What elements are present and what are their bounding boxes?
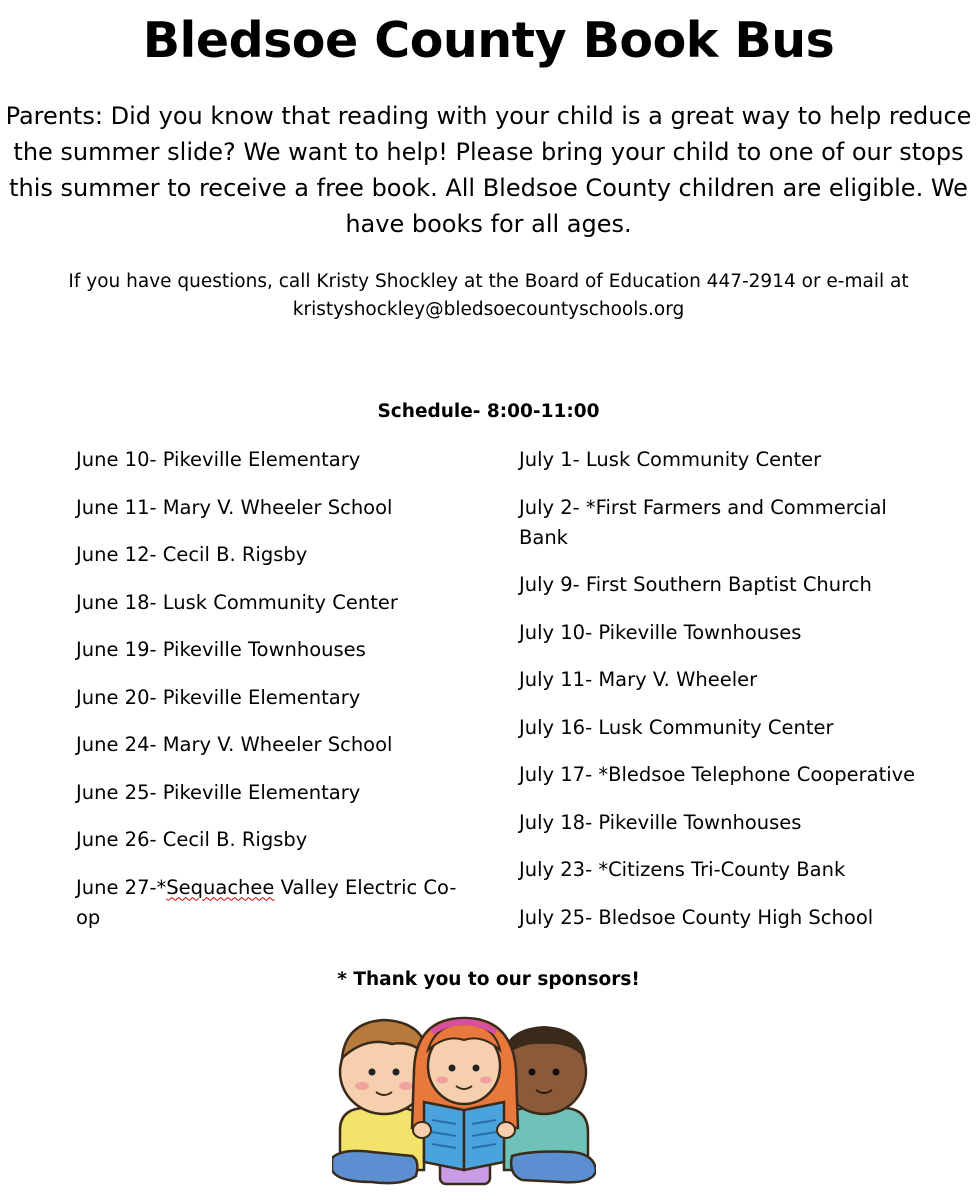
schedule-item: June 11- Mary V. Wheeler School <box>76 495 393 519</box>
july-schedule-list <box>519 445 939 950</box>
sponsors-thanks: * Thank you to our sponsors! <box>337 969 640 990</box>
schedule-item: July 17- *Bledsoe Telephone Cooperative <box>519 763 916 786</box>
schedule-item: July 11- Mary V. Wheeler <box>519 668 758 691</box>
schedule-item: July 9- First Southern Baptist Church <box>519 573 872 596</box>
schedule-item: July 16- Lusk Community Center <box>519 715 834 739</box>
june-schedule-list <box>76 445 476 950</box>
flyer-title: Bledsoe County Book Bus <box>142 12 835 69</box>
schedule-item: June 20- Pikeville Elementary <box>76 685 361 709</box>
schedule-item: June 12- Cecil B. Rigsby <box>76 543 308 566</box>
spellcheck-underlined-word: Sequachee <box>166 875 275 899</box>
schedule-item: June 19- Pikeville Townhouses <box>76 638 366 661</box>
schedule-item: July 2- *First Farmers and Commercial Bank <box>519 495 887 549</box>
schedule-item: June 24- Mary V. Wheeler School <box>76 733 393 756</box>
contact-line: If you have questions, call Kristy Shockley at the Board of Education 447-2914 or e-mail at <box>68 271 909 292</box>
schedule-item-sequachee <box>76 873 476 933</box>
contact-info <box>0 268 977 324</box>
schedule-item: June 26- Cecil B. Rigsby <box>76 828 308 851</box>
schedule-item: July 1- Lusk Community Center <box>519 448 822 471</box>
schedule-item: July 25- Bledsoe County High School <box>519 905 874 929</box>
schedule-item-suffix: Valley Electric Co-op <box>76 875 457 929</box>
schedule-item: June 10- Pikeville Elementary <box>76 448 361 471</box>
book <box>413 1102 515 1170</box>
contact-email: kristyshockley@bledsoecountyschools.org <box>292 299 685 320</box>
schedule-item-prefix: June 27-* <box>76 875 167 899</box>
schedule-item: June 25- Pikeville Elementary <box>76 780 361 804</box>
schedule-item: July 10- Pikeville Townhouses <box>519 620 802 644</box>
intro-paragraph: Parents: Did you know that reading with your child is a great way to help reduce the summer slide? We want to help! Please bring your child to one of our stops this summer to receive a free book. All Bledsoe County children are eligible. We have books for all ages. <box>5 102 972 238</box>
schedule-item: July 23- *Citizens Tri-County Bank <box>519 858 846 881</box>
schedule-item: July 18- Pikeville Townhouses <box>519 810 802 834</box>
schedule-item: June 18- Lusk Community Center <box>76 590 398 614</box>
schedule-heading: Schedule- 8:00-11:00 <box>377 401 600 422</box>
kids-reading-book-icon <box>332 1010 596 1186</box>
